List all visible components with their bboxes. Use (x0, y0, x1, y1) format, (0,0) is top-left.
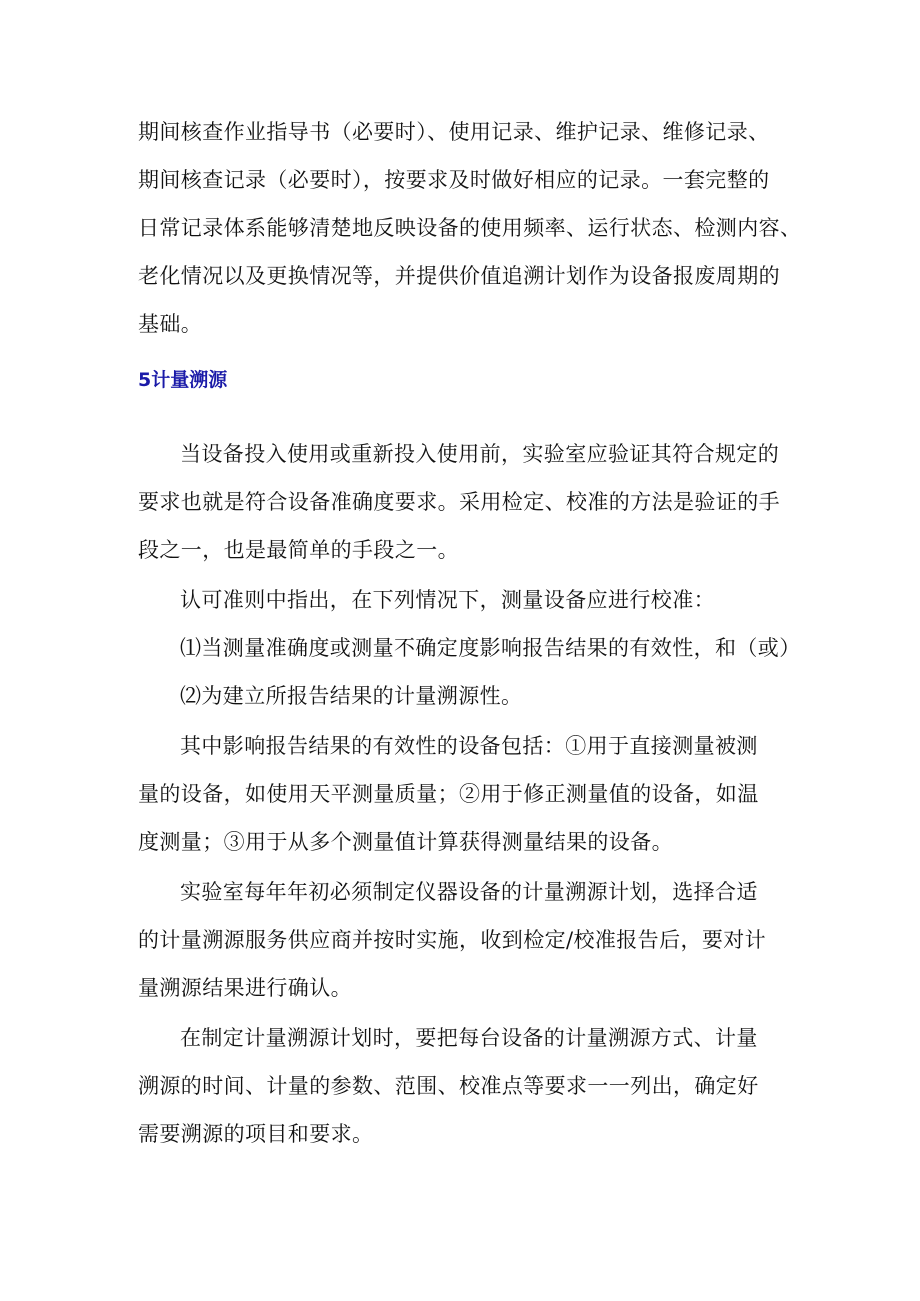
body-text-line: 实验室每年年初必须制定仪器设备的计量溯源计划，选择合适 (180, 880, 758, 904)
body-text-line: 要求也就是符合设备准确度要求。采用检定、校准的方法是验证的手 (138, 490, 780, 514)
body-text-line: 溯源的时间、计量的参数、范围、校准点等要求一一列出，确定好 (138, 1074, 759, 1098)
body-text-line: 老化情况以及更换情况等，并提供价值追溯计划作为设备报废周期的 (138, 264, 780, 288)
body-text-line: 需要溯源的项目和要求。 (138, 1122, 374, 1146)
body-text-line: 日常记录体系能够清楚地反映设备的使用频率、运行状态、检测内容、 (138, 216, 802, 240)
body-text-line: 期间核查记录（必要时），按要求及时做好相应的记录。一套完整的 (138, 168, 770, 192)
body-text-line: 期间核查作业指导书（必要时）、使用记录、维护记录、维修记录、 (138, 120, 770, 144)
body-text-line: 当设备投入使用或重新投入使用前，实验室应验证其符合规定的 (180, 442, 780, 466)
body-text-line: 基础。 (138, 312, 203, 336)
body-text-line: 认可准则中指出，在下列情况下，测量设备应进行校准： (180, 588, 715, 612)
body-text-line: 段之一，也是最简单的手段之一。 (138, 538, 459, 562)
body-text-line: 度测量；③用于从多个测量值计算获得测量结果的设备。 (138, 830, 673, 854)
section-heading: 5计量溯源 (138, 369, 228, 391)
body-text-line: 其中影响报告结果的有效性的设备包括：①用于直接测量被测 (180, 734, 758, 758)
body-text-line: 在制定计量溯源计划时，要把每台设备的计量溯源方式、计量 (180, 1026, 758, 1050)
body-text-line: 量溯源结果进行确认。 (138, 976, 352, 1000)
body-text-line: 的计量溯源服务供应商并按时实施，收到检定/校准报告后，要对计 (138, 928, 767, 952)
list-item: ⑴当测量准确度或测量不确定度影响报告结果的有效性，和（或） (180, 636, 801, 660)
list-item: ⑵为建立所报告结果的计量溯源性。 (180, 684, 523, 708)
body-text-line: 量的设备，如使用天平测量质量；②用于修正测量值的设备，如温 (138, 782, 759, 806)
